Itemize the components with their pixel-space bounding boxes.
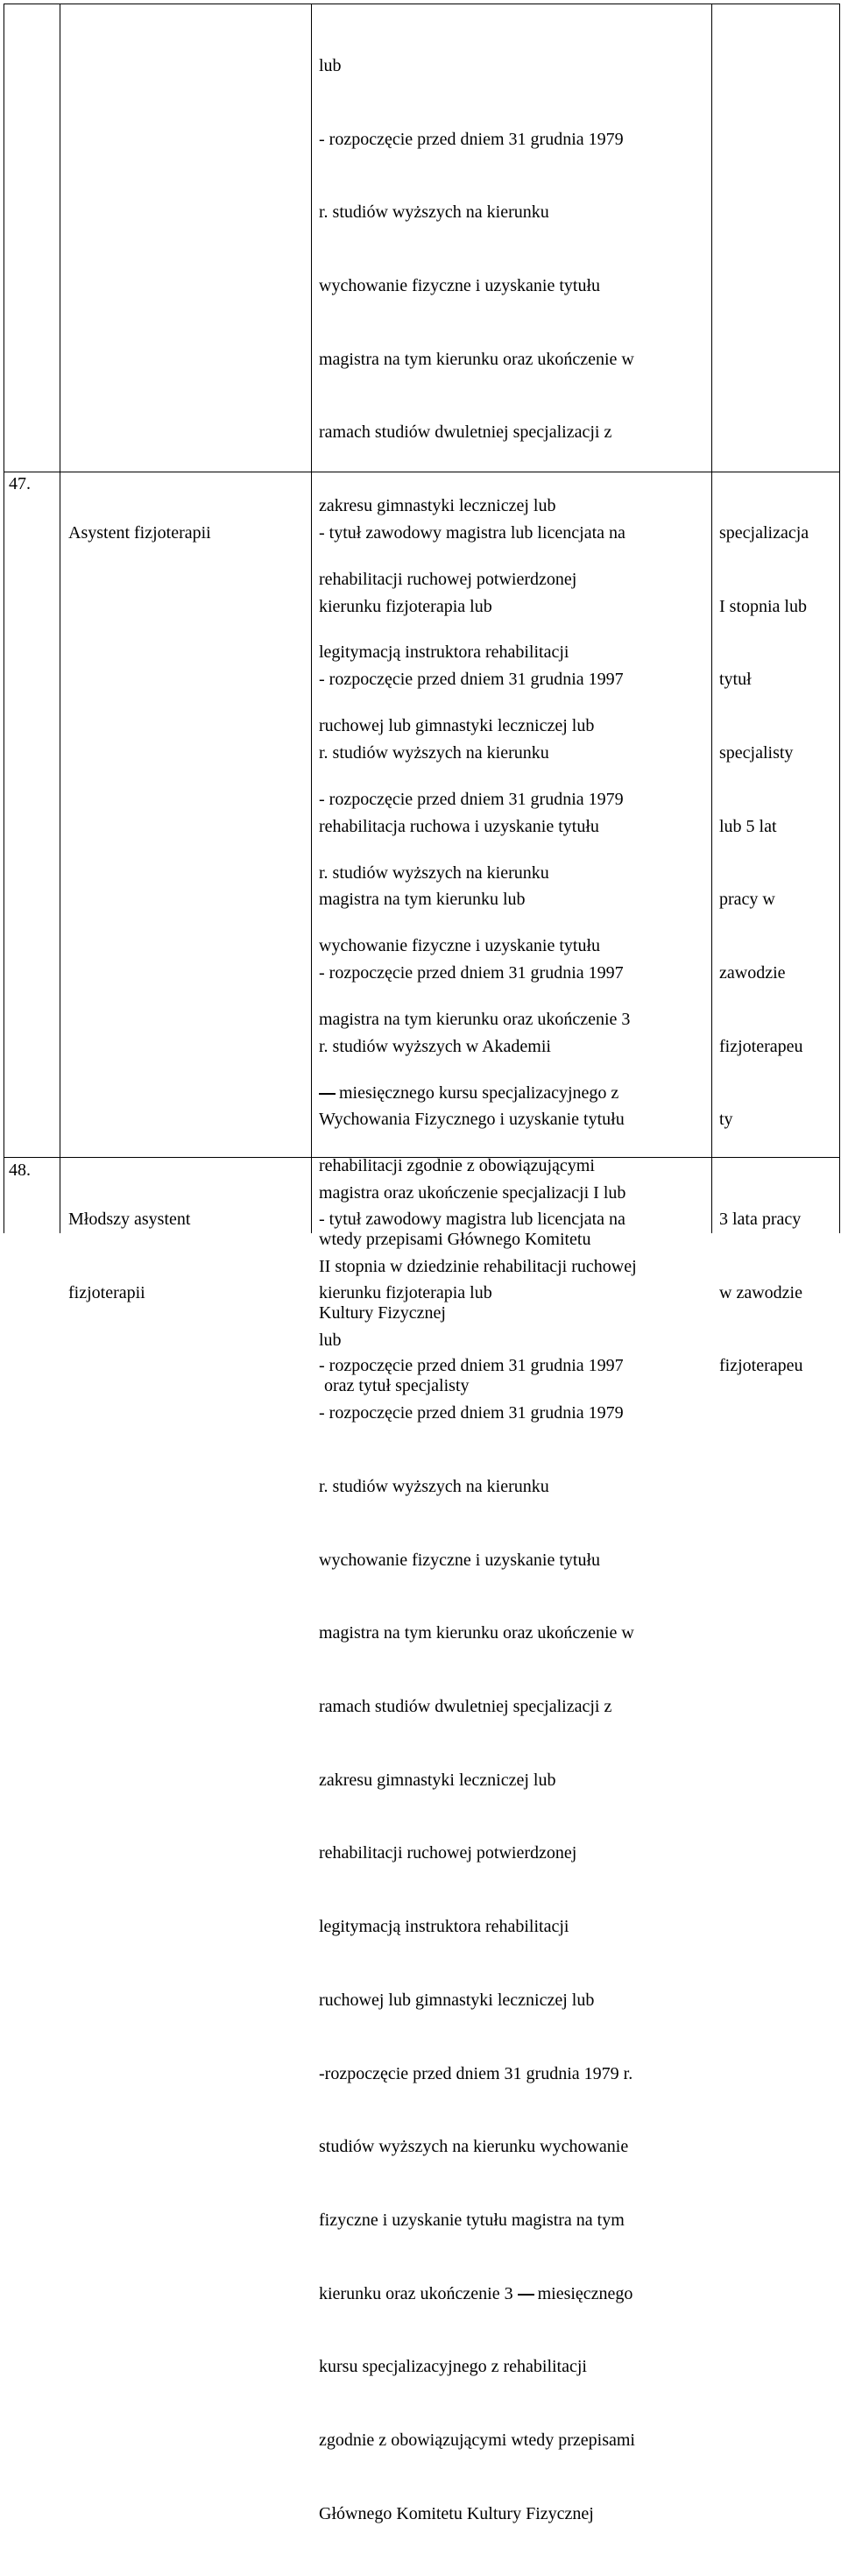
requirement-line: r. studiów wyższych na kierunku [319,1476,549,1496]
requirement-line: wychowanie fizyczne i uzyskanie tytułu [319,275,600,295]
experience-line: specjalisty [719,742,794,763]
requirement-line: ramach studiów dwuletniej specjalizacji z [319,422,612,443]
experience-line: specjalizacja [719,522,809,543]
position-line: Asystent fizjoterapii [68,522,211,543]
experience-cell [719,472,809,1182]
requirements-cell [319,472,637,2576]
requirement-line: studiów wyższych na kierunku wychowanie [319,2137,629,2157]
requirement-line: kursu specjalizacyjnego z rehabilitacji [319,2357,587,2377]
requirement-line: - rozpoczęcie przed dniem 31 grudnia 1979 [319,129,624,149]
requirement-line: r. studiów wyższych na kierunku [319,202,549,223]
requirement-line: rehabilitacja ruchowa i uzyskanie tytułu [319,816,599,836]
requirement-line: - rozpoczęcie przed dniem 31 grudnia 1979 [319,1403,624,1423]
requirement-line: magistra na tym kierunku lub [319,890,526,910]
requirement-line: zgodnie z obowiązującymi wtedy przepisami [319,2431,635,2451]
experience-line: pracy w [719,890,775,910]
requirement-line: magistra na tym kierunku oraz ukończenie w [319,1623,634,1643]
requirement-line: magistra na tym kierunku oraz ukończenie 3 [319,1009,631,1029]
experience-line: ty [719,1110,733,1130]
requirement-line: - rozpoczęcie przed dniem 31 grudnia 1979 [319,789,624,809]
requirement-line: ruchowej lub gimnastyki leczniczej lub [319,716,595,736]
requirement-line: rehabilitacji ruchowej potwierdzonej [319,569,577,589]
experience-line: fizjoterapeu [719,1036,803,1056]
row-number: 48. [9,1160,31,1180]
experience-line: I stopnia lub [719,596,807,616]
experience-line: lub 5 lat [719,816,777,836]
requirement-line: oraz tytuł specjalisty [324,1376,470,1396]
requirement-line: r. studiów wyższych w Akademii [319,1036,551,1056]
requirement-line: rehabilitacji zgodnie z obowiązującymi [319,1156,595,1176]
requirement-line: Kultury Fizycznej [319,1302,446,1323]
requirement-line: zakresu gimnastyki leczniczej lub [319,496,556,516]
requirement-line: - rozpoczęcie przed dniem 31 grudnia 1997 [319,670,624,690]
requirement-line: ruchowej lub gimnastyki leczniczej lub [319,1990,595,2010]
requirement-text: kierunku oraz ukończenie 3 [319,2283,513,2303]
requirement-line: wychowanie fizyczne i uzyskanie tytułu [319,1550,600,1570]
requirement-line: fizyczne i uzyskanie tytułu magistra na tym [319,2210,625,2230]
requirement-line: Głównego Komitetu Kultury Fizycznej [319,2503,594,2523]
requirement-line: kierunku fizjoterapia lub [319,1282,492,1302]
column-divider-3 [711,4,712,1233]
requirement-line: magistra oraz ukończenie specjalizacji I lub [319,1183,626,1203]
long-dash-mark [518,2294,534,2296]
requirement-line: kierunku fizjoterapia lub [319,596,492,616]
table-border-right [839,4,840,1233]
column-divider-2 [311,4,312,1233]
experience-line: tytuł [719,670,752,690]
experience-cell [719,1159,803,1428]
experience-line: zawodzie [719,963,786,983]
requirement-line: wtedy przepisami Głównego Komitetu [319,1230,591,1250]
requirement-line: - tytuł zawodowy magistra lub licencjata na [319,1209,625,1229]
requirement-line: legitymacją instruktora rehabilitacji [319,642,569,663]
row-number: 47. [9,474,31,493]
requirement-line: r. studiów wyższych na kierunku [319,742,549,763]
requirement-text: miesięcznego [537,2283,633,2303]
requirements-cell [319,1159,625,1428]
experience-line: w zawodzie [719,1282,802,1302]
requirement-line: wychowanie fizyczne i uzyskanie tytułu [319,936,600,956]
experience-line: fizjoterapeu [719,1356,803,1376]
requirement-line: magistra na tym kierunku oraz ukończenie w [319,349,634,369]
requirement-line: - tytuł zawodowy magistra lub licencjata na [319,522,625,543]
requirement-line: r. studiów wyższych na kierunku [319,862,549,883]
experience-line: 3 lata pracy [719,1209,802,1229]
requirement-text: miesięcznego kursu specjalizacyjnego z [339,1082,619,1103]
requirement-line: II stopnia w dziedzinie rehabilitacji ruchowej [319,1256,637,1276]
requirement-line: lub [319,1330,342,1350]
position-line: fizjoterapii [68,1282,145,1302]
position-line: Młodszy asystent [68,1209,191,1229]
requirement-line: legitymacją instruktora rehabilitacji [319,1917,569,1937]
position-cell [68,472,211,595]
requirement-line: - rozpoczęcie przed dniem 31 grudnia 1997 [319,963,624,983]
requirement-line: rehabilitacji ruchowej potwierdzonej [319,1843,577,1863]
position-cell [68,1159,190,1354]
requirement-line: ramach studiów dwuletniej specjalizacji z [319,1697,612,1717]
requirement-line: zakresu gimnastyki leczniczej lub [319,1770,556,1790]
requirement-line: -rozpoczęcie przed dniem 31 grudnia 1979 r. [319,2063,633,2083]
requirement-line: lub [319,55,342,75]
requirement-line: Wychowania Fizycznego i uzyskanie tytułu [319,1110,625,1130]
requirement-line: - rozpoczęcie przed dniem 31 grudnia 1997 [319,1356,624,1376]
requirement-line-with-dash [319,2282,637,2307]
